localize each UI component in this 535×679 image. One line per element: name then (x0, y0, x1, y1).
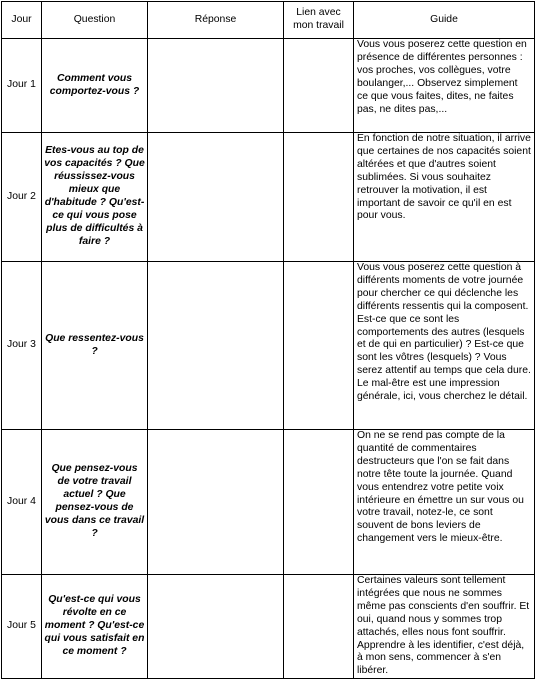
question-cell: Que pensez-vous de votre travail actuel ? Que pensez-vous de vous dans ce travail ? (42, 430, 148, 575)
table-row (2, 575, 535, 679)
header-question: Question (42, 2, 148, 39)
guide-cell: Vous vous poserez cette question à différents moments de votre journée pour chercher ce qui déclenche les différents ressentis qui la composent. Est-ce que ce sont les comportements des autres (lesquels et de qui en particulier) ? Est-ce que sont les vôtres (lesquels) ? Vous serez attentif au temps que cela dure. Le mal-être est une impression générale, ici, vous cherchez le détail. (354, 262, 535, 430)
work-link-cell[interactable] (284, 39, 354, 133)
guide-cell: Certaines valeurs sont tellement intégrées que nous ne sommes même pas conscients d'en souffrir. Et oui, quand nous y sommes trop attachés, elles nous font souffrir. Apprendre à les identifier, c'est déjà, à mon sens, commencer à s'en libérer. (354, 575, 535, 679)
header-reponse: Réponse (148, 2, 284, 39)
work-link-cell[interactable] (284, 262, 354, 430)
table-row (2, 39, 535, 133)
answer-cell[interactable] (148, 430, 284, 575)
table-header-row (2, 2, 535, 39)
question-cell: Etes-vous au top de vos capacités ? Que réussissez-vous mieux que d'habitude ? Qu'est-ce qui vous pose plus de difficultés à faire ? (42, 133, 148, 262)
day-cell: Jour 4 (2, 430, 42, 575)
day-cell: Jour 5 (2, 575, 42, 679)
daily-questions-table (1, 1, 535, 679)
question-cell: Qu'est-ce qui vous révolte en ce moment ? Qu'est-ce qui vous satisfait en ce moment ? (42, 575, 148, 679)
table-row (2, 262, 535, 430)
answer-cell[interactable] (148, 133, 284, 262)
answer-cell[interactable] (148, 39, 284, 133)
header-guide: Guide (354, 2, 535, 39)
guide-cell: On ne se rend pas compte de la quantité de commentaires destructeurs que l'on se fait dans notre tête toute la journée. Quand vous entendrez votre petite voix intérieure en émettre un sur vous ou votre travail, notez-le, ce sont souvent de bons leviers de changement vers le mieux-être. (354, 430, 535, 575)
answer-cell[interactable] (148, 575, 284, 679)
day-cell: Jour 3 (2, 262, 42, 430)
header-lien: Lien avec mon travail (284, 2, 354, 39)
work-link-cell[interactable] (284, 575, 354, 679)
work-link-cell[interactable] (284, 133, 354, 262)
day-cell: Jour 1 (2, 39, 42, 133)
header-jour: Jour (2, 2, 42, 39)
question-cell: Que ressentez-vous ? (42, 262, 148, 430)
work-link-cell[interactable] (284, 430, 354, 575)
day-cell: Jour 2 (2, 133, 42, 262)
guide-cell: Vous vous poserez cette question en présence de différentes personnes : vos proches, vos collègues, votre boulanger,... Observez simplement ce que vous faites, dites, ne faites pas, ne dites pas,... (354, 39, 535, 133)
table-row (2, 133, 535, 262)
guide-cell: En fonction de notre situation, il arrive que certaines de nos capacités soient altérées et que d'autres soient sublimées. Si vous souhaitez retrouver la motivation, il est important de savoir ce qu'il en est pour vous. (354, 133, 535, 262)
table-row (2, 430, 535, 575)
answer-cell[interactable] (148, 262, 284, 430)
question-cell: Comment vous comportez-vous ? (42, 39, 148, 133)
